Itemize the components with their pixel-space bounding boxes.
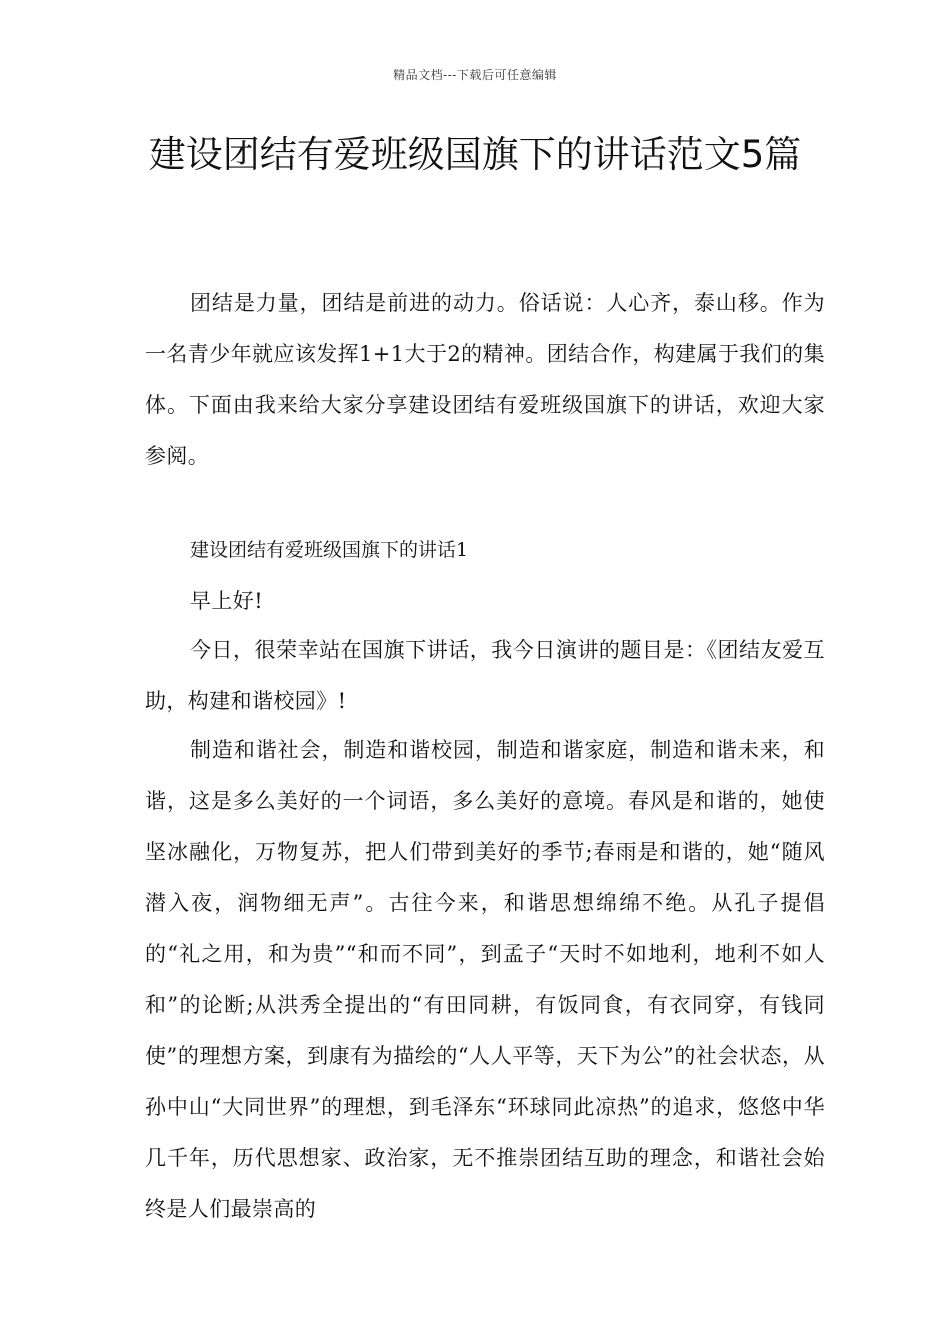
section-heading: 建设团结有爱班级国旗下的讲话1 (190, 539, 469, 561)
speech-paragraph-1: 今日，很荣幸站在国旗下讲话，我今日演讲的题目是：《团结友爱互助，构建和谐校园》! (145, 638, 825, 713)
header-note: 精品文档---下载后可任意编辑 (393, 68, 557, 82)
speech-paragraph-2: 制造和谐社会，制造和谐校园，制造和谐家庭，制造和谐未来，和谐，这是多么美好的一个词语，多么美好的意境。春风是和谐的，她使坚冰融化，万物复苏，把人们带到美好的季节;春雨是和谐的，她“随风潜入夜，润物细无声”。古往今来，和谐思想绵绵不绝。从孔子提倡的“礼之用，和为贵”“和而不同”，到孟子“天时不如地利，地利不如人和”的论断;从洪秀全提出的“有田同耕，有饭同食，有衣同穿，有钱同使”的理想方案，到康有为描绘的“人人平等，天下为公”的社会状态，从孙中山“大同世界”的理想，到毛泽东“环球同此凉热”的追求，悠悠中华几千年，历代思想家、政治家，无不推崇团结互助的理念，和谐社会始终是人们最崇高的 (145, 738, 825, 1221)
intro-paragraph: 团结是力量，团结是前进的动力。俗话说：人心齐，泰山移。作为一名青少年就应该发挥1+1大于2的精神。团结合作，构建属于我们的集体。下面由我来给大家分享建设团结有爱班级国旗下的讲话，欢迎大家参阅。 (145, 291, 825, 468)
document-title: 建设团结有爱班级国旗下的讲话范文5篇 (148, 133, 802, 176)
greeting-paragraph: 早上好! (190, 589, 264, 613)
